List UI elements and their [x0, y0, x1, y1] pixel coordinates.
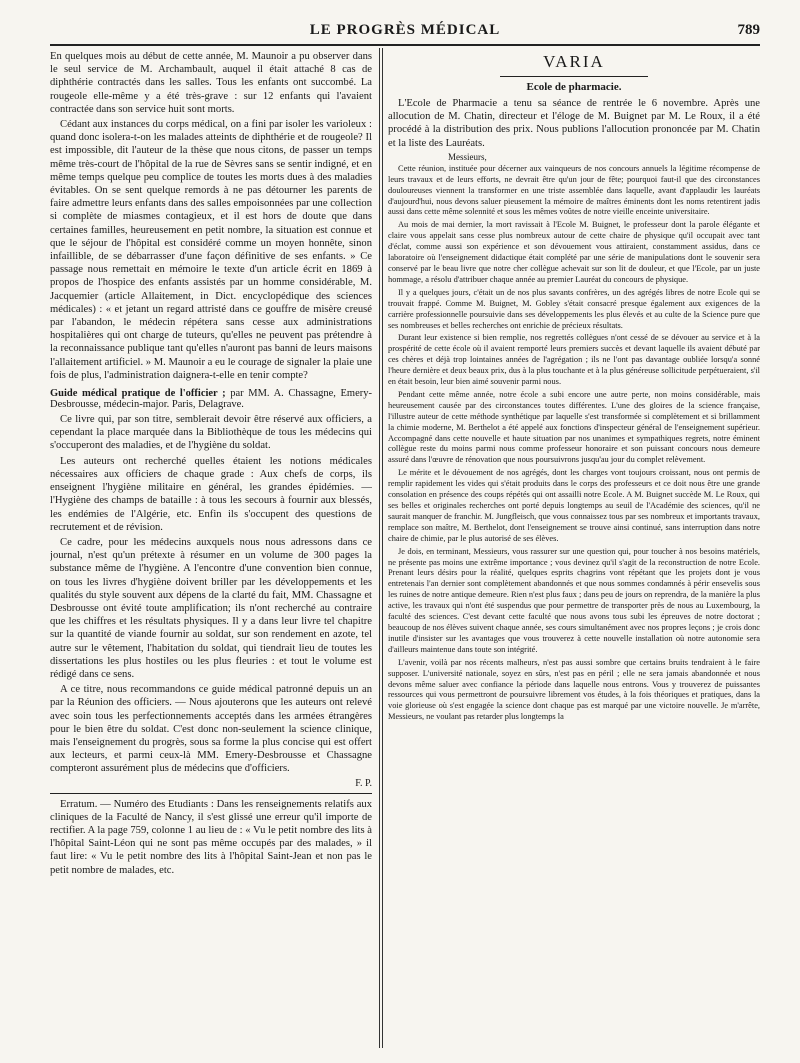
right-column [388, 50, 760, 1050]
column-divider-double [382, 48, 383, 1048]
paragraph: Cédant aux instances du corps médical, on a fini par isoler les varioleux : quand donc isolera-t-on les malades atteints de diphthérie et de rougeole? Il est impossible, dit l'auteur de la thèse que nous citons, de passer un temps même très-court de l'hôpital de la rue de Sèvres sans se sentir indigné, et en même temps quelque peu complice de toutes les morts dues à des maladies évitables. On se sent quelque remords à ne pas détourner les parents de faire admettre leurs enfants dans des salles empoisonnées par une collection si complète de miasmes contagieux, et il est hors de doute que dans certaines familles, heureusement en petit nombre, la situation est connue et que le séjour de l'hôpital est considéré comme un moyen honnête, sinon infaillible, de se débarrasser d'une façon définitive de ses enfants. » Ce passage nous remettait en mémoire le texte d'un article écrit en 1869 à propos de l'hospice des enfants assistés par un homme considérable, M. Jacquemier (article Allaitement, in Dict. encyclopédique des sciences médicales) : « et jetant un regard attristé dans ce gouffre de misère creusé par l'abandon, le médecin répétera sans cesse aux administrations hospitalières qui ont charge de tuteurs, qu'elles ne peuvent pas prétendre à la reconnaissance publique tant qu'elles n'auront pas banni de leurs maisons l'allaitement artificiel. » M. Maunoir a eu le courage de signaler la plaie une fois de plus, l'administration daignera-t-elle en tenir compte? [50, 119, 372, 381]
page-header [50, 22, 760, 46]
paragraph: En quelques mois au début de cette année, M. Maunoir a pu observer dans le seul service de M. Archambault, auquel il était attaché 8 cas de diphthérie contractés dans les salles. Tous les enfants ont succombé. La rougeole elle-même y a été très-grave : sur 12 enfants qui l'avaient contractée dans son service huit sont morts. [50, 51, 372, 115]
intro-paragraph: L'Ecole de Pharmacie a tenu sa séance de rentrée le 6 novembre. Après une allocution de M. Chatin, directeur et l'éloge de M. Buignet par M. Le Roux, il a été procédé à la distribution des prix. Nous publions l'allocution prononcée par M. Chatin et la liste des Lauréats. [388, 98, 760, 149]
column-divider [379, 48, 380, 1048]
speech-paragraph: Il y a quelques jours, c'était un de nos plus savants confrères, un des agrégés libres de notre Ecole qui se trouvait frappé. Comme M. Buignet, M. Gobley s'était consacré presque également aux exigences de la carrière professionnelle poursuivie dans ses développements les plus élevés et au culte de la Science pure que ses nombreuses et belles recherches ont enrichie de précieux résultats. [388, 287, 760, 330]
speech-paragraph: Le mérite et le dévouement de nos agrégés, dont les charges vont toujours croissant, nous ont permis de remplir rapidement les vides qui s'était produits dans le corps des professeurs et ce doit nous être une grande consolation en présence des coups répétés qui ont assailli notre Ecole. A M. Buignet succède M. Le Roux, qui ses belles et originales recherches ont porté depuis longtemps au seuil de l'Académie des sciences, qu'il ne saurait manquer de franchir. M. Jungfleisch, que vous connaissez tous par ses nombreux et importants travaux, remplace son maître, M. Berthelot, dont l'enseignement se trouve ainsi continué, sans interruption dans notre chaire de chimie, par le plus autorisé de ses élèves. [388, 468, 760, 543]
paragraph: Ce livre qui, par son titre, semblerait devoir être réservé aux officiers, a cependant la place marquée dans la Bibliothèque de tous les médecins qui s'occuperont des maladies, et de l'hygiène du soldat. [50, 414, 372, 452]
speech-paragraph: Durant leur existence si bien remplie, nos regrettés collègues n'ont cessé de se dévouer au service et à la prospérité de cette école où il avaient remporté leurs premiers succès et devant laquelle ils avaient débuté par ces chères et déjà trop lointaines années de l'agrégation ; ils ne l'ont pas davantage oubliée lorsqu'a sonné l'heure dernière et deux beaux prix, dus à la plus touchante et à la plus généreuse sollicitude perpétueraient, s'il en était besoin, leur bien aimé souvenir parmi nous. [388, 333, 760, 387]
paragraph: Ce cadre, pour les médecins auxquels nous nous adressons dans ce journal, n'est qu'un prétexte à résumer en un volume de 300 pages la substance même de l'hygiène. A l'encontre d'une convention bien connue, on tous les livres d'hygiène doivent briller par les développements et les qualités du style souvent aux dépens de la clarté du fait, MM. Chassagne et Desbrousse ont évité toute amplification; ils n'ont recherché au contraire que les chiffres et les résultats physiques. Il y a dans leur livre tel chapitre sur la quantité de viande fournir au soldat, sur son rendement en azote, tel autre sur le vêtement, l'habitation du soldat, qui tiendrait lieu de toutes les dissertations les plus hostiles ou les plus fleuries : et tout le volume est rédigé dans ce sens. [50, 536, 372, 680]
page-number: 789 [737, 22, 760, 38]
book-review-heading [50, 388, 372, 410]
speech-paragraph: L'avenir, voilà par nos récents malheurs, n'est pas aussi sombre que certains bruits tendraient à le faire supposer. L'université nationale, soyez en sûrs, n'est pas en péril ; elle ne sera jamais abandonnée et nous devons même saluer avec confiance la période dans laquelle nous entrons. Vous y trouverez de puissantes ressources qui vous permettront de poursuivre librement vos études, à la fois théoriques et pratiques, dans la voie glorieuse où s'est engagée la science dont chaque pas est marqué par une victoire nouvelle. Je m'arrête, Messieurs, ne voulant pas retarder plus longtemps la [388, 657, 760, 722]
signature: F. P. [355, 777, 372, 789]
erratum-paragraph: Erratum. — Numéro des Etudiants : Dans les renseignements relatifs aux cliniques de la Faculté de Nancy, il s'est glissé une erreur qu'il importe de rectifier. A la page 759, colonne 1 au lieu de : « Vu le petit nombre des lits à l'hôpital Saint-Léon qui ne sont pas même occupés par des malades, » il faut lire: « Vu le petit nombre des lits à l'hôpital Saint-Jean et non pas le petit nombre de malades, etc. [50, 798, 372, 876]
speech-paragraph: Pendant cette même année, notre école a subi encore une autre perte, non moins considérable, mais heureusement causée par des circonstances toutes différentes. L'une des gloires de la science française, l'illustre auteur de cette méthode synthétique par laquelle s'est transformée si complètement et si brillamment la chimie moderne, M. Berthelot a été appelé aux fonctions d'inspecteur général de l'enseignement supérieur. Accompagné dans cette nouvelle et haute situation par nos unanimes et sympathiques regrets, notre éminent collègue reste du moins parmi nous comme professeur honoraire et son puissant concours nous demeure assuré dans l'œuvre de rénovation que nous poursuivrons jusqu'au jour du complet relèvement. [388, 389, 760, 465]
speech-paragraph: Cette réunion, instituée pour décerner aux vainqueurs de nos concours annuels la légitime récompense de leurs travaux et de leurs efforts, ne devrait être qu'un jour de fête; pourquoi faut-il que des circonstances douloureuses viennent la transformer en une triste assemblée dans laquelle, avant d'applaudir les lauréats d'aujourd'hui, nous devons saluer pieusement la mémoire de maîtres éminents dont les noms retentirent jadis aussi dans cette même solennité et sous les mêmes voûtes de notre vieille enceinte universitaire. [388, 163, 760, 217]
book-byline: par MM. A. Chassagne, Emery-Desbrousse, médecin-major. Paris, Delagrave. [50, 388, 372, 411]
journal-title: LE PROGRÈS MÉDICAL [309, 22, 501, 38]
speech-paragraph: Je dois, en terminant, Messieurs, vous rassurer sur une question qui, pour toucher à nos besoins matériels, ne présente pas moins une extrême importance ; vous devinez qu'il s'agit de la reconstruction de notre Ecole. Prenant leurs désirs pour la réalité, quelques esprits chagrins vont répétant que les projets dont je vous entretenais l'an dernier sont complètement abandonnés et que nous sommes condamnés à périr ensevelis sous les ruines de notre antique demeure. Rien n'est plus faux ; dans peu de jours on reprendra, de la manière la plus active, les travaux qui n'ont été suspendus que pour permettre de transporter près de nous au Luxembourg, la faculté des sciences. C'est devant cette faculté que nous avons tous subi les épreuves de notre doctorat ; beaucoup de nos élèves suivent chaque année, ses cours simultanément avec nos propres leçons ; je crois donc inutile d'insister sur les avantages que vous trouverez à cette nouvelle installation où notre autonomie sera d'ailleurs maintenue dans toute son intégrité. [388, 546, 760, 654]
article-subtitle: Ecole de pharmacie. [526, 81, 622, 93]
book-title: Guide médical pratique de l'officier ; [50, 388, 226, 400]
salutation: Messieurs, [448, 151, 487, 162]
section-rule [50, 793, 372, 794]
paragraph: Les auteurs ont recherché quelles étaient les notions médicales nécessaires aux officiers de chaque grade : Aux chefs de corps, ils enseignent l'hygiène militaire en général, les grandes épidémies. — l'Hygiène des champs de bataille : à tous les secours à fournir aux blessés, les endémies de l'Algérie, etc. Enfin ils s'occupent des questions de recrutement et de révision. [50, 455, 372, 533]
left-column [50, 50, 372, 1050]
section-title: VARIA [543, 52, 605, 71]
title-rule [500, 76, 649, 77]
paragraph: A ce titre, nous recommandons ce guide médical patronné depuis un an par la Réunion des officiers. — Nous ajouterons que les auteurs ont relevé avec soin tous les perfectionnements acceptés dans les armées étrangères pour le bien être du soldat. C'est donc non-seulement la science clinique, mais l'enseignement du progrès, sous sa forme la plus concise qui est offert aux lecteurs, et parmi ceux-là MM. Emery-Desbrousse et Chassagne compteront assurément plus de médecins que d'officiers. [50, 684, 372, 775]
speech-paragraph: Au mois de mai dernier, la mort ravissait à l'Ecole M. Buignet, le professeur dont la parole élégante et claire vous appelait sans cesse plus nombreux autour de cette chaire de physique qu'il occupait avec tant d'éclat, comme aussi son expérience et son dévouement vous attiraient, constamment assidus, dans ce laboratoire où l'enseignement didactique était complété par une série de manipulations dont le souvenir sera conservé par le beau livre que notre cher collègue achevait sur son lit de douleur, et que l'Ecole, par un juste hommage, a résolu d'attribuer chaque année au premier Lauréat du concours de physique. [388, 220, 760, 284]
